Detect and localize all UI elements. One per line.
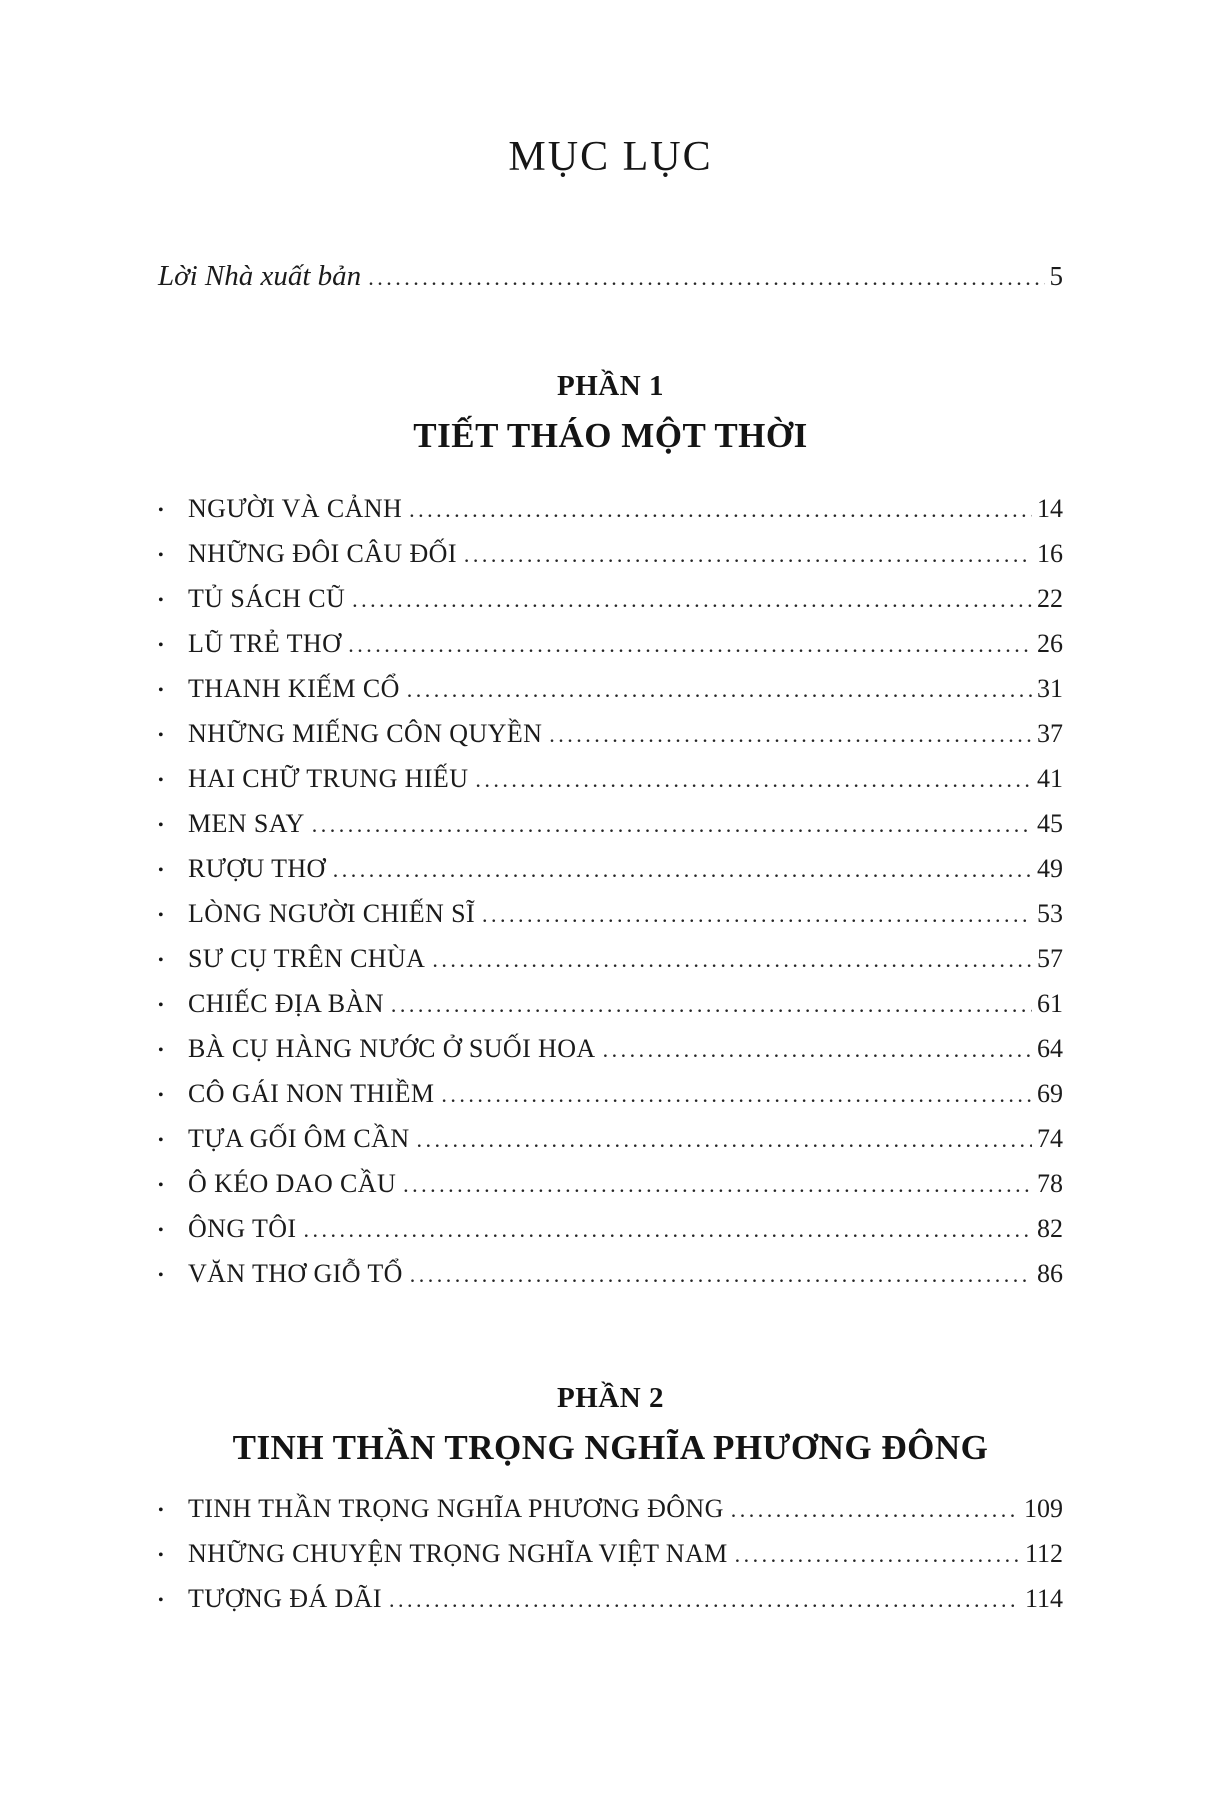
dot-leader xyxy=(391,982,1032,1030)
preface-page-number: 5 xyxy=(1049,261,1063,291)
bullet-icon: • xyxy=(158,1042,164,1059)
toc-entry xyxy=(158,801,1063,846)
entry-page-number: 41 xyxy=(1037,764,1063,793)
entry-label: CÔ GÁI NON THIỀM xyxy=(188,1079,435,1108)
entry-label: NHỮNG ĐÔI CÂU ĐỐI xyxy=(188,539,457,568)
dot-leader xyxy=(303,1207,1032,1255)
entry-page-number: 45 xyxy=(1037,809,1063,838)
page-title: MỤC LỤC xyxy=(508,134,713,180)
dot-leader xyxy=(735,1532,1020,1580)
bullet-icon: • xyxy=(158,592,164,609)
toc-entry xyxy=(158,666,1063,711)
toc-section-2 xyxy=(158,1380,1063,1621)
entry-label: CHIẾC ĐỊA BÀN xyxy=(188,989,384,1018)
dot-leader xyxy=(603,1027,1032,1075)
entry-page-number: 74 xyxy=(1037,1124,1063,1153)
bullet-icon: • xyxy=(158,547,164,564)
bullet-icon: • xyxy=(158,1502,164,1519)
toc-entry xyxy=(158,486,1063,531)
toc-entry xyxy=(158,531,1063,576)
bullet-icon: • xyxy=(158,682,164,699)
entry-label: TINH THẦN TRỌNG NGHĨA PHƯƠNG ĐÔNG xyxy=(188,1494,724,1523)
entry-label: HAI CHỮ TRUNG HIẾU xyxy=(188,764,469,793)
dot-leader xyxy=(312,802,1032,850)
entry-label: RƯỢU THƠ xyxy=(188,854,326,883)
bullet-icon: • xyxy=(158,1592,164,1609)
entry-page-number: 53 xyxy=(1037,899,1063,928)
toc-entry xyxy=(158,1486,1063,1531)
bullet-icon: • xyxy=(158,772,164,789)
preface-label: Lời Nhà xuất bản xyxy=(158,260,362,292)
entry-label: TỰA GỐI ÔM CẦN xyxy=(188,1124,410,1153)
toc-entry xyxy=(158,1251,1063,1296)
toc-entry xyxy=(158,891,1063,936)
bullet-icon: • xyxy=(158,997,164,1014)
entry-page-number: 31 xyxy=(1037,674,1063,703)
bullet-icon: • xyxy=(158,727,164,744)
toc-entry xyxy=(158,756,1063,801)
toc-entry xyxy=(158,981,1063,1026)
toc-entry xyxy=(158,936,1063,981)
entry-page-number: 61 xyxy=(1037,989,1063,1018)
bullet-icon: • xyxy=(158,1132,164,1149)
dot-leader xyxy=(549,712,1032,760)
entry-page-number: 69 xyxy=(1037,1079,1063,1108)
bullet-icon: • xyxy=(158,502,164,519)
dot-leader xyxy=(348,622,1032,670)
toc-entry xyxy=(158,1071,1063,1116)
entry-page-number: 37 xyxy=(1037,719,1063,748)
toc-entry xyxy=(158,1116,1063,1161)
section-title: TINH THẦN TRỌNG NGHĨA PHƯƠNG ĐÔNG xyxy=(232,1428,989,1467)
bullet-icon: • xyxy=(158,1087,164,1104)
bullet-icon: • xyxy=(158,907,164,924)
entry-page-number: 14 xyxy=(1037,494,1063,523)
dot-leader xyxy=(464,532,1032,580)
entry-label: TỦ SÁCH CŨ xyxy=(188,584,346,613)
entry-page-number: 22 xyxy=(1037,584,1063,613)
entry-page-number: 78 xyxy=(1037,1169,1063,1198)
dot-leader xyxy=(352,577,1032,625)
sections-container xyxy=(158,368,1063,1621)
bullet-icon: • xyxy=(158,862,164,879)
entry-page-number: 112 xyxy=(1024,1539,1063,1568)
bullet-icon: • xyxy=(158,1177,164,1194)
preface-row xyxy=(158,258,1063,296)
entry-label: BÀ CỤ HÀNG NƯỚC Ở SUỐI HOA xyxy=(188,1034,596,1063)
toc-entry xyxy=(158,621,1063,666)
section-title: TIẾT THÁO MỘT THỜI xyxy=(413,416,808,455)
bullet-icon: • xyxy=(158,952,164,969)
entry-label: NHỮNG CHUYỆN TRỌNG NGHĨA VIỆT NAM xyxy=(188,1539,728,1568)
entry-page-number: 114 xyxy=(1024,1584,1063,1613)
section-kicker: PHẦN 1 xyxy=(557,370,664,402)
entry-page-number: 26 xyxy=(1037,629,1063,658)
entry-label: ÔNG TÔI xyxy=(188,1214,297,1243)
bullet-icon: • xyxy=(158,817,164,834)
toc-entry xyxy=(158,711,1063,756)
dot-leader xyxy=(410,1252,1032,1300)
dot-leader xyxy=(731,1487,1019,1535)
toc-entry xyxy=(158,1206,1063,1251)
dot-leader xyxy=(389,1577,1020,1625)
dot-leader xyxy=(417,1117,1033,1165)
entry-label: MEN SAY xyxy=(188,809,305,838)
entry-label: Ô KÉO DAO CẦU xyxy=(188,1169,397,1198)
entry-list xyxy=(158,1486,1063,1621)
entry-page-number: 64 xyxy=(1037,1034,1063,1063)
dot-leader xyxy=(407,667,1032,715)
toc-page xyxy=(158,0,1063,1621)
entry-page-number: 86 xyxy=(1037,1259,1063,1288)
entry-page-number: 49 xyxy=(1037,854,1063,883)
toc-entry xyxy=(158,1576,1063,1621)
entry-page-number: 109 xyxy=(1024,1494,1063,1523)
entry-list xyxy=(158,486,1063,1296)
entry-label: LÒNG NGƯỜI CHIẾN SĨ xyxy=(188,899,476,928)
dot-leader xyxy=(403,1162,1032,1210)
entry-label: THANH KIẾM CỔ xyxy=(188,674,400,703)
entry-label: SƯ CỤ TRÊN CHÙA xyxy=(188,944,426,973)
section-kicker: PHẦN 2 xyxy=(557,1382,664,1414)
toc-section-1 xyxy=(158,368,1063,1296)
bullet-icon: • xyxy=(158,1547,164,1564)
entry-page-number: 16 xyxy=(1037,539,1063,568)
dot-leader xyxy=(333,847,1032,895)
dot-leader xyxy=(441,1072,1032,1120)
entry-label: TƯỢNG ĐÁ DÃI xyxy=(188,1584,382,1613)
entry-page-number: 57 xyxy=(1037,944,1063,973)
entry-page-number: 82 xyxy=(1037,1214,1063,1243)
bullet-icon: • xyxy=(158,637,164,654)
entry-label: LŨ TRẺ THƠ xyxy=(188,629,342,658)
toc-entry xyxy=(158,576,1063,621)
bullet-icon: • xyxy=(158,1267,164,1284)
toc-entry xyxy=(158,1026,1063,1071)
toc-entry xyxy=(158,1531,1063,1576)
entry-label: NGƯỜI VÀ CẢNH xyxy=(188,494,403,523)
dot-leader xyxy=(368,258,1044,296)
bullet-icon: • xyxy=(158,1222,164,1239)
dot-leader xyxy=(475,757,1032,805)
entry-label: VĂN THƠ GIỖ TỔ xyxy=(188,1259,403,1288)
toc-entry xyxy=(158,846,1063,891)
dot-leader xyxy=(409,487,1032,535)
toc-entry xyxy=(158,1161,1063,1206)
dot-leader xyxy=(482,892,1032,940)
entry-label: NHỮNG MIẾNG CÔN QUYỀN xyxy=(188,719,543,748)
dot-leader xyxy=(432,937,1032,985)
